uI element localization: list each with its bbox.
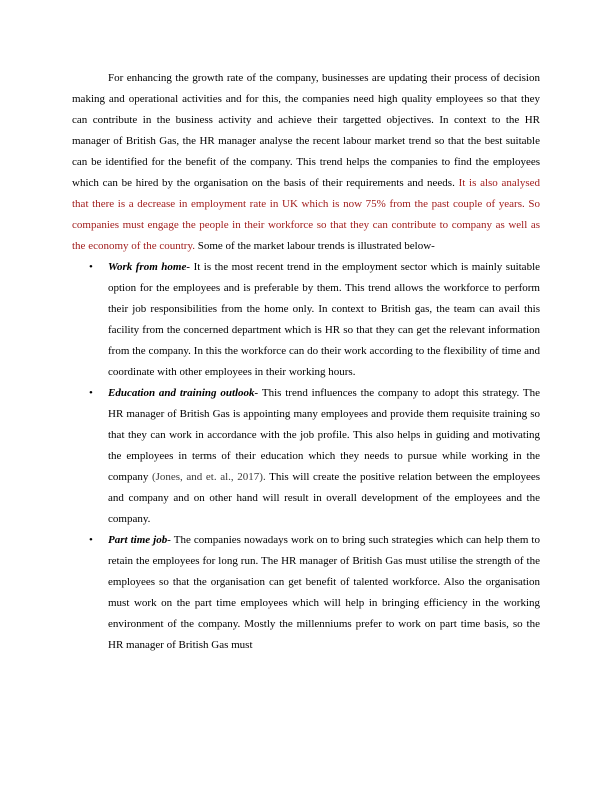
intro-highlight-text: It is also analysed that there is a decrease in employment rate in UK which is now 75% from the past couple of years. So companies must engage the people in their workforce so that they can contribute to company as well as the economy of the country. xyxy=(72,177,541,252)
bullet-icon: • xyxy=(89,387,93,399)
list-item-education-training xyxy=(72,383,540,530)
text-education-training-after: This will create the positive relation between the employees and company and on other hand will result in overall development of the employees and the company. xyxy=(108,471,540,525)
bullet-icon: • xyxy=(89,261,93,273)
document-page xyxy=(72,68,540,656)
list-item-part-time-job xyxy=(72,530,540,656)
intro-text: For enhancing the growth rate of the company, businesses are updating their process of decision making and operational activities and for this, the companies need high quality employees so that they can contribute in the business activity and achieve their targetted objectives. In context to the HR manager of British Gas, the HR manager analyse the recent labour market trend so that the best suitable can be identified for the benefit of the company. This trend helps the companies to find the employees which can be hired by the organisation on the basis of their requirements and needs. xyxy=(72,72,540,189)
term-education-training: Education and training outlook- xyxy=(108,387,259,399)
intro-end-text: Some of the market labour trends is illustrated below- xyxy=(197,240,435,252)
citation: (Jones, and et. al., 2017). xyxy=(151,471,266,483)
bullet-icon: • xyxy=(89,534,93,546)
text-work-from-home: It is the most recent trend in the employment sector which is mainly suitable option for the employees and is preferable by them. This trend allows the workforce to perform their job responsibilities from the home only. In context to British gas, the team can avail this facility from the concerned department which is HR so that they can get the relevant information from the company. In this the workforce can do their work according to the flexibility of time and coordinate with other employees in their working hours. xyxy=(108,261,541,378)
trend-list xyxy=(72,257,540,656)
intro-paragraph xyxy=(72,68,540,257)
term-part-time-job: Part time job- xyxy=(108,534,171,546)
text-part-time-job: The companies nowadays work on to bring such strategies which can help them to retain the employees for long run. The HR manager of British Gas must utilise the strength of the employees so that the organisation can get benefit of talented workforce. Also the organisation must work on the part time employees which will help in bringing efficiency in the working environment of the company. Mostly the millenniums prefer to work on part time basis, so the HR manager of British Gas must xyxy=(108,534,540,651)
term-work-from-home: Work from home- xyxy=(108,261,191,273)
text-education-training: This trend influences the company to adopt this strategy. The HR manager of British Gas is appointing many employees and provide them requisite training so that they can work in accordance with the job profile. This also helps in guiding and motivating the employees in terms of their education which they needs to pursue while working in the company xyxy=(108,387,540,483)
list-item-work-from-home xyxy=(72,257,540,383)
